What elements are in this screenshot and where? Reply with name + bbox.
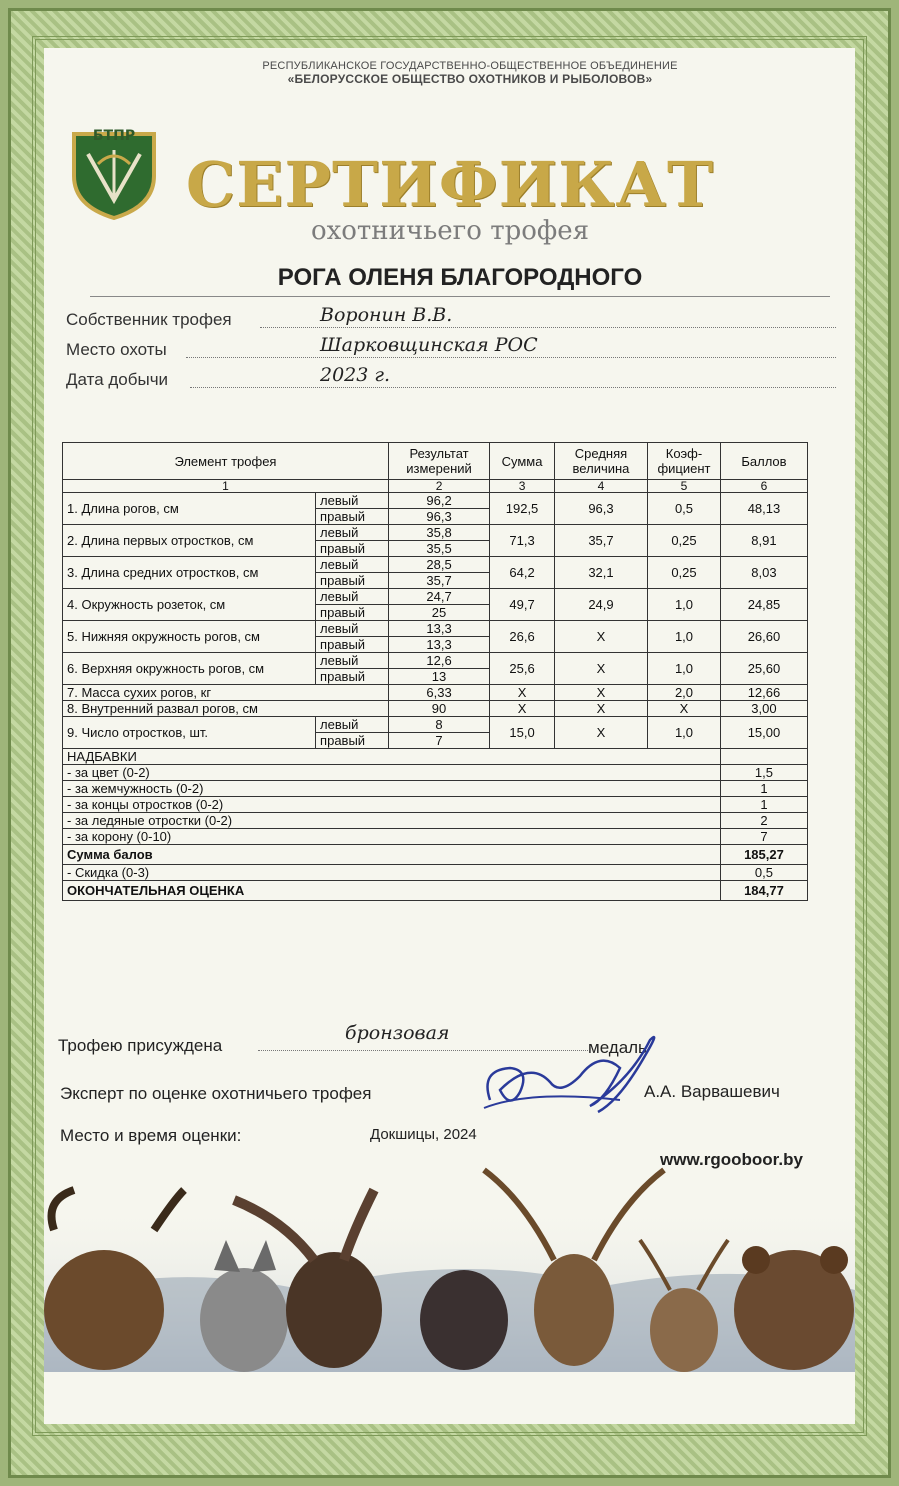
place-time-value: Докшицы, 2024 — [370, 1126, 477, 1143]
average-value: Х — [554, 653, 647, 685]
average-value: Х — [554, 685, 647, 701]
left-value: 28,5 — [388, 557, 489, 573]
row-name: 2. Длина первых отростков, см — [63, 525, 316, 557]
header-average: Средняя величина — [554, 443, 647, 480]
table-row — [63, 781, 808, 797]
side-label: левый — [316, 717, 389, 733]
sum-value: 192,5 — [490, 493, 555, 525]
col-number: 5 — [648, 480, 721, 493]
header-sum: Сумма — [490, 443, 555, 480]
score-value: 24,85 — [720, 589, 807, 621]
coefficient-value: 0,25 — [648, 557, 721, 589]
measurement-value: 90 — [388, 701, 489, 717]
table-header-row — [63, 443, 808, 480]
column-number-row — [63, 480, 808, 493]
table-row — [63, 845, 808, 865]
side-label: левый — [316, 621, 389, 637]
hunting-place-value: Шарковщинская РОС — [320, 334, 538, 356]
sum-value: 25,6 — [490, 653, 555, 685]
final-label: ОКОНЧАТЕЛЬНАЯ ОЦЕНКА — [63, 881, 721, 901]
table-row — [63, 865, 808, 881]
coefficient-value: 0,5 — [648, 493, 721, 525]
table-row — [63, 797, 808, 813]
harvest-date-line — [190, 387, 836, 388]
measurement-value: 6,33 — [388, 685, 489, 701]
award-label: Трофею присуждена — [58, 1036, 223, 1055]
col-number: 6 — [720, 480, 807, 493]
bonus-name: - за жемчужность (0-2) — [63, 781, 721, 797]
expert-label: Эксперт по оценке охотничьего трофея — [60, 1084, 372, 1103]
row-name: 8. Внутренний развал рогов, см — [63, 701, 389, 717]
bonus-score: 1,5 — [720, 765, 807, 781]
owner-line — [260, 327, 836, 328]
org-line-2: «БЕЛОРУССКОЕ ОБЩЕСТВО ОХОТНИКОВ И РЫБОЛОВОВ» — [287, 72, 653, 86]
total-label: Сумма балов — [63, 845, 721, 865]
total-value: 185,27 — [720, 845, 807, 865]
sum-value: 49,7 — [490, 589, 555, 621]
side-label: правый — [316, 605, 389, 621]
left-value: 24,7 — [388, 589, 489, 605]
harvest-date-value: 2023 г. — [320, 364, 391, 386]
table-row — [63, 829, 808, 845]
row-name: 5. Нижняя окружность рогов, см — [63, 621, 316, 653]
trophy-name: РОГА ОЛЕНЯ БЛАГОРОДНОГО — [90, 264, 830, 297]
left-value: 13,3 — [388, 621, 489, 637]
side-label: левый — [316, 589, 389, 605]
score-value: 15,00 — [720, 717, 807, 749]
hunting-place-line — [186, 357, 836, 358]
medal-word: медаль — [588, 1038, 647, 1057]
score-value: 8,03 — [720, 557, 807, 589]
average-value: Х — [554, 701, 647, 717]
right-value: 96,3 — [388, 509, 489, 525]
bonus-name: - за цвет (0-2) — [63, 765, 721, 781]
header-coefficient: Коэф-фициент — [648, 443, 721, 480]
coefficient-value: Х — [648, 701, 721, 717]
website-link[interactable]: www.rgooboor.by — [660, 1150, 803, 1169]
expert-name: А.А. Варвашевич — [644, 1082, 780, 1101]
score-value: 3,00 — [720, 701, 807, 717]
score-table — [62, 442, 808, 901]
score-value: 25,60 — [720, 653, 807, 685]
sum-value: Х — [490, 685, 555, 701]
row-name: 1. Длина рогов, см — [63, 493, 316, 525]
table-row — [63, 493, 808, 509]
organization-header — [190, 60, 750, 87]
hunting-place-label: Место охоты — [66, 340, 167, 359]
header-element: Элемент трофея — [63, 443, 389, 480]
coefficient-value: 1,0 — [648, 653, 721, 685]
header-measurement: Результат измерений — [388, 443, 489, 480]
side-label: левый — [316, 557, 389, 573]
certificate-subtitle: охотничьего трофея — [310, 216, 590, 246]
medal-value: бронзовая — [345, 1022, 450, 1044]
org-line-1: РЕСПУБЛИКАНСКОЕ ГОСУДАРСТВЕННО-ОБЩЕСТВЕННОЕ ОБЪЕДИНЕНИЕ — [262, 60, 678, 72]
sum-value: 71,3 — [490, 525, 555, 557]
table-row — [63, 717, 808, 733]
table-row — [63, 765, 808, 781]
hunting-place-field — [66, 332, 836, 360]
bonus-name: - за корону (0-10) — [63, 829, 721, 845]
average-value: 24,9 — [554, 589, 647, 621]
table-row — [63, 813, 808, 829]
wildlife-illustration — [44, 1160, 855, 1372]
table-row — [63, 749, 808, 765]
table-row — [63, 701, 808, 717]
right-value: 35,7 — [388, 573, 489, 589]
side-label: правый — [316, 509, 389, 525]
coefficient-value: 1,0 — [648, 589, 721, 621]
row-name: 9. Число отростков, шт. — [63, 717, 316, 749]
side-label: правый — [316, 541, 389, 557]
harvest-date-label: Дата добычи — [66, 370, 169, 389]
score-value: 48,13 — [720, 493, 807, 525]
header-score: Баллов — [720, 443, 807, 480]
score-value: 12,66 — [720, 685, 807, 701]
coefficient-value: 0,25 — [648, 525, 721, 557]
discount-value: 0,5 — [720, 865, 807, 881]
coefficient-value: 1,0 — [648, 717, 721, 749]
left-value: 35,8 — [388, 525, 489, 541]
side-label: правый — [316, 573, 389, 589]
row-name: 6. Верхняя окружность рогов, см — [63, 653, 316, 685]
average-value: 35,7 — [554, 525, 647, 557]
left-value: 8 — [388, 717, 489, 733]
average-value: Х — [554, 621, 647, 653]
left-value: 96,2 — [388, 493, 489, 509]
score-value: 26,60 — [720, 621, 807, 653]
right-value: 7 — [388, 733, 489, 749]
table-row — [63, 881, 808, 901]
sum-value: 15,0 — [490, 717, 555, 749]
sum-value: 26,6 — [490, 621, 555, 653]
row-name: 4. Окружность розеток, см — [63, 589, 316, 621]
certificate-title: СЕРТИФИКАТ — [185, 148, 715, 221]
col-number: 3 — [490, 480, 555, 493]
side-label: правый — [316, 637, 389, 653]
empty-cell — [720, 749, 807, 765]
harvest-date-field — [66, 362, 836, 390]
row-name: 3. Длина средних отростков, см — [63, 557, 316, 589]
table-row — [63, 621, 808, 637]
owner-field — [66, 302, 836, 330]
coefficient-value: 1,0 — [648, 621, 721, 653]
discount-label: - Скидка (0-3) — [63, 865, 721, 881]
right-value: 13 — [388, 669, 489, 685]
side-label: левый — [316, 653, 389, 669]
col-number: 2 — [388, 480, 489, 493]
table-row — [63, 525, 808, 541]
sum-value: Х — [490, 701, 555, 717]
shield-emblem-icon — [68, 120, 160, 220]
emblem-text: БТПР — [92, 128, 136, 144]
owner-value: Воронин В.В. — [320, 304, 453, 326]
signature-icon — [470, 1020, 670, 1130]
bonus-score: 2 — [720, 813, 807, 829]
bonus-title: НАДБАВКИ — [63, 749, 721, 765]
right-value: 13,3 — [388, 637, 489, 653]
place-time-label: Место и время оценки: — [60, 1126, 242, 1145]
bonus-score: 1 — [720, 797, 807, 813]
table-row — [63, 589, 808, 605]
col-number: 1 — [63, 480, 389, 493]
score-value: 8,91 — [720, 525, 807, 557]
side-label: правый — [316, 669, 389, 685]
left-value: 12,6 — [388, 653, 489, 669]
right-value: 35,5 — [388, 541, 489, 557]
row-name: 7. Масса сухих рогов, кг — [63, 685, 389, 701]
side-label: левый — [316, 525, 389, 541]
table-row — [63, 557, 808, 573]
average-value: 96,3 — [554, 493, 647, 525]
average-value: Х — [554, 717, 647, 749]
bonus-name: - за концы отростков (0-2) — [63, 797, 721, 813]
side-label: правый — [316, 733, 389, 749]
bonus-score: 1 — [720, 781, 807, 797]
owner-label: Собственник трофея — [66, 310, 232, 329]
average-value: 32,1 — [554, 557, 647, 589]
final-value: 184,77 — [720, 881, 807, 901]
side-label: левый — [316, 493, 389, 509]
bonus-score: 7 — [720, 829, 807, 845]
table-row — [63, 685, 808, 701]
coefficient-value: 2,0 — [648, 685, 721, 701]
table-row — [63, 653, 808, 669]
right-value: 25 — [388, 605, 489, 621]
bonus-name: - за ледяные отростки (0-2) — [63, 813, 721, 829]
sum-value: 64,2 — [490, 557, 555, 589]
col-number: 4 — [554, 480, 647, 493]
